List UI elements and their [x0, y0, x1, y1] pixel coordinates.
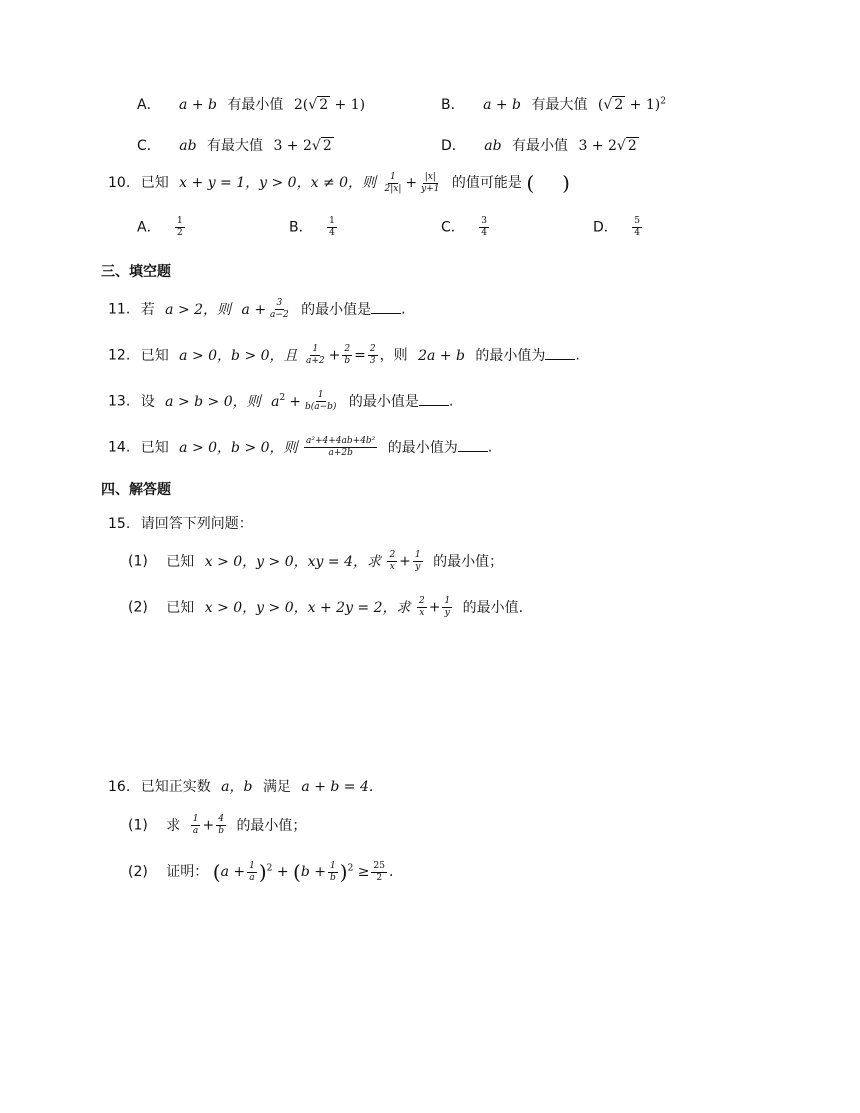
fraction: $\frac{\text{a²+4+4ab+4b²}}{a+2b}$	[306, 436, 376, 458]
fraction: $\frac{1}{a+2}$	[306, 344, 325, 366]
question-number: 11.	[108, 301, 131, 318]
part-label: (2)	[128, 864, 148, 880]
question-15-part-2: (2) 已知 x > 0，y > 0，x + 2y = 2，求 $\frac{2}{x}$ + $\frac{1}{y}$ 的最小值.	[128, 596, 524, 618]
fraction: $\frac{1}{2}$	[177, 216, 183, 238]
fraction: $\frac{1}{a}$	[192, 814, 199, 836]
sqrt-symbol: √ 2	[311, 138, 332, 154]
q10-option-c: C． $\frac{3}{4}$	[441, 216, 487, 238]
fraction: $\frac{4}{b}$	[218, 814, 224, 836]
question-14: 14. 已知 a > 0，b > 0，则 $\frac{\text{a²+4+4ab+4b²}}{a+2b}$ 的最小值为 .	[108, 436, 493, 458]
q9-option-a: A． a + b 有最小值 2(√ 2 + 1)	[137, 97, 366, 113]
question-16-part-2: (2) 证明： (a + $\frac{1}{a}$ )$^2$ + (b + $\frac{1}{b}$ )$^2$ ≥ $\frac{25}{2}$ .	[128, 860, 394, 884]
fraction: $\frac{1}{a}$	[249, 860, 255, 883]
q9-option-b: B． a + b 有最大值 (√ 2 + 1)$^2$	[441, 96, 666, 113]
part-label: (2)	[128, 599, 148, 616]
answer-blank[interactable]	[545, 347, 575, 360]
fraction: $\frac{1}{4}$	[329, 216, 335, 238]
question-16: 16. 已知正实数 a，b 满足 a + b = 4.	[108, 779, 374, 795]
question-number: 13.	[108, 393, 131, 410]
question-number: 14.	[108, 439, 131, 456]
section-heading-fill-blank: 三、填空题	[101, 264, 171, 280]
q9-option-d: D． ab 有最小值 3 + 2√ 2	[441, 138, 637, 154]
fraction: $\frac{1}{y}$	[414, 550, 421, 572]
question-number: 12.	[108, 347, 131, 364]
fraction: $\frac{5}{4}$	[634, 216, 640, 238]
q10-option-a: A． $\frac{1}{2}$	[137, 216, 183, 238]
fraction: $\frac{|x|}{y+1}$	[421, 171, 440, 194]
answer-blank[interactable]	[458, 439, 488, 452]
sqrt-symbol: √ 2	[603, 97, 624, 113]
question-number: 16.	[108, 779, 131, 795]
answer-blank[interactable]	[419, 393, 449, 406]
question-16-part-1: (1) 求 $\frac{1}{a}$ + $\frac{4}{b}$ 的最小值；	[128, 814, 307, 836]
fraction: $\frac{1}{2|x|}$	[384, 171, 402, 194]
fraction: $\frac{2}{x}$	[418, 596, 425, 618]
sqrt-symbol: √ 2	[616, 138, 637, 154]
question-11: 11. 若 a > 2，则 a + $\frac{3}{a-2}$ 的最小值是 .	[108, 298, 406, 320]
fraction: $\frac{2}{b}$	[344, 344, 351, 366]
question-number: 15.	[108, 516, 131, 532]
fraction: $\frac{1}{b(a-b)}$	[304, 390, 337, 412]
answer-blank[interactable]	[371, 301, 401, 314]
question-13: 13. 设 a > b > 0，则 $a^2$ + $\frac{1}{b(a-b)}$ 的最小值是 .	[108, 390, 454, 412]
question-15: 15. 请回答下列问题：	[108, 516, 253, 532]
sqrt-symbol: √ 2	[308, 97, 329, 113]
fraction: $\frac{1}{b}$	[329, 860, 336, 883]
fraction: $\frac{25}{2}$	[373, 860, 385, 883]
q9-option-c: C． ab 有最大值 3 + 2√ 2	[137, 138, 332, 154]
part-label: (1)	[128, 817, 148, 834]
question-15-part-1: (1) 已知 x > 0，y > 0，xy = 4，求 $\frac{2}{x}$ + $\frac{1}{y}$ 的最小值；	[128, 550, 504, 572]
fraction: $\frac{1}{y}$	[444, 596, 451, 618]
section-heading-answer: 四、解答题	[101, 482, 171, 498]
question-12: 12. 已知 a > 0，b > 0，且 $\frac{1}{a+2}$ + $\frac{2}{b}$ = $\frac{2}{3}$ ，则 2a + b 的最小值为 .	[108, 344, 580, 366]
fraction: $\frac{3}{a-2}$	[270, 298, 289, 320]
question-10: 10. 已知 x + y = 1，y > 0，x ≠ 0，则 $\frac{1}{2|x|}$ + $\frac{|x|}{y+1}$ 的值可能是 ( )	[108, 171, 570, 195]
part-label: (1)	[128, 553, 148, 570]
fraction: $\frac{2}{x}$	[389, 550, 396, 572]
fraction: $\frac{3}{4}$	[481, 216, 487, 238]
q10-option-d: D． $\frac{5}{4}$	[593, 216, 640, 238]
question-number: 10.	[108, 175, 131, 191]
q10-option-b: B． $\frac{1}{4}$	[289, 216, 335, 238]
fraction: $\frac{2}{3}$	[369, 344, 376, 366]
